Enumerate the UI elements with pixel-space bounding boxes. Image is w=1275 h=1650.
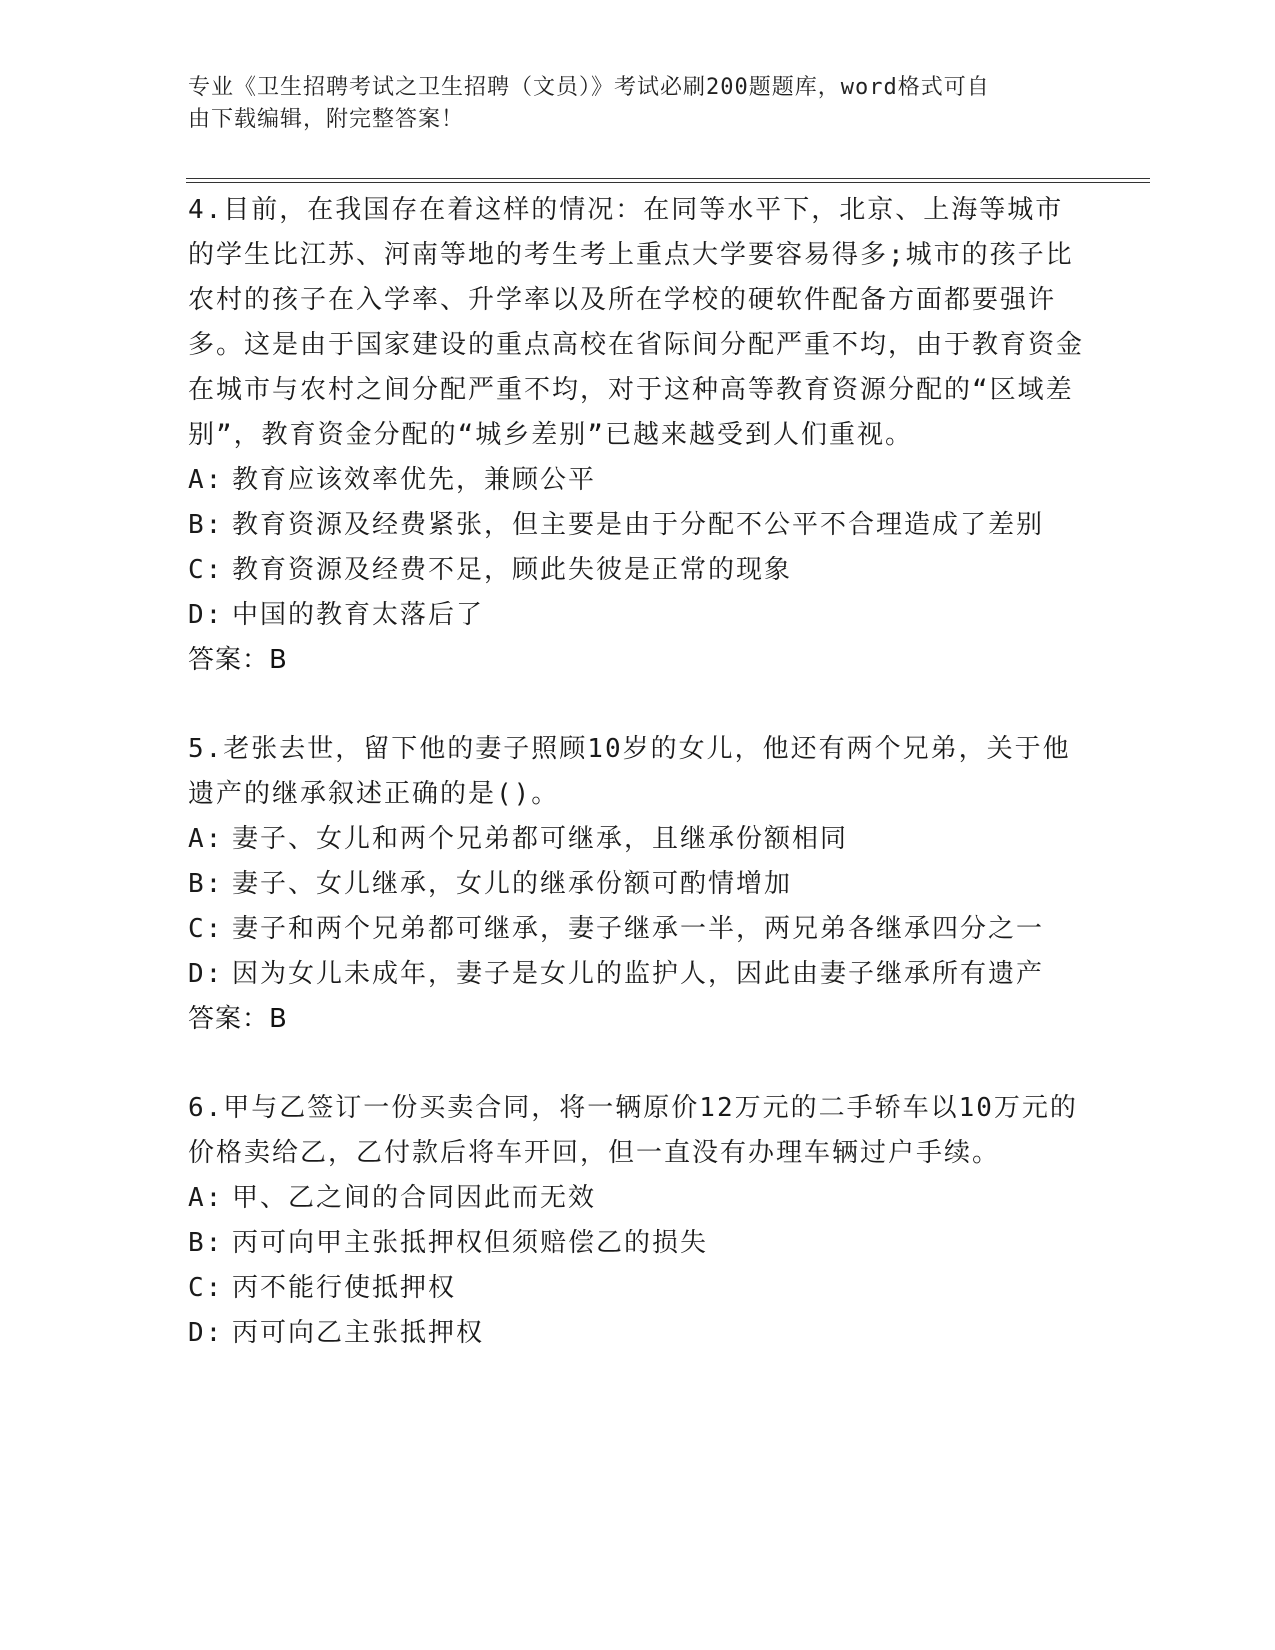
option-letter: A: [188,824,224,854]
answer-label: 答案：B [188,1004,288,1034]
question-spacer [188,683,1088,727]
option-letter: B: [188,869,224,899]
question-5 [188,727,1088,1042]
option-text: 妻子、女儿和两个兄弟都可继承，且继承份额相同 [232,824,849,854]
document-header [188,72,1068,136]
question-list [188,188,1088,1356]
question-stem: 5.老张去世，留下他的妻子照顾10岁的女儿，他还有两个兄弟，关于他遗产的继承叙述正确的是()。 [188,734,1071,809]
option-c [188,548,1088,593]
option-text: 教育资源及经费紧张，但主要是由于分配不公平不合理造成了差别 [232,510,1045,540]
option-c [188,1266,1088,1311]
option-text: 因为女儿未成年，妻子是女儿的监护人，因此由妻子继承所有遗产 [232,959,1045,989]
option-b [188,862,1088,907]
header-line-1: 专业《卫生招聘考试之卫生招聘（文员）》考试必刷200题题库，word格式可自 [188,75,990,100]
option-a [188,458,1088,503]
option-letter: C: [188,914,224,944]
option-text: 教育应该效率优先，兼顾公平 [232,465,597,495]
option-a [188,1176,1088,1221]
option-b [188,1221,1088,1266]
option-letter: D: [188,959,224,989]
option-a [188,817,1088,862]
question-4 [188,188,1088,683]
option-text: 中国的教育太落后了 [232,600,485,630]
option-text: 甲、乙之间的合同因此而无效 [232,1183,597,1213]
option-text: 丙可向甲主张抵押权但须赔偿乙的损失 [232,1228,709,1258]
option-text: 丙可向乙主张抵押权 [232,1318,485,1348]
answer-label: 答案：B [188,645,288,675]
question-stem: 4.目前，在我国存在着这样的情况：在同等水平下，北京、上海等城市的学生比江苏、河南等地的考生考上重点大学要容易得多;城市的孩子比农村的孩子在入学率、升学率以及所在学校的硬软件配备方面都要强许多。这是由于国家建设的重点高校在省际间分配严重不均，由于教育资金在城市与农村之间分配严重不均，对于这种高等教育资源分配的“区域差别”，教育资金分配的“城乡差别”已越来越受到人们重视。 [188,195,1085,450]
option-b [188,503,1088,548]
option-letter: C: [188,1273,224,1303]
option-d [188,952,1088,997]
option-letter: C: [188,555,224,585]
option-letter: D: [188,600,224,630]
header-divider [186,178,1150,183]
option-letter: B: [188,510,224,540]
option-text: 丙不能行使抵押权 [232,1273,457,1303]
option-d [188,1311,1088,1356]
question-spacer [188,1042,1088,1086]
header-line-2: 由下载编辑，附完整答案！ [188,107,465,132]
option-text: 教育资源及经费不足，顾此失彼是正常的现象 [232,555,793,585]
option-text: 妻子、女儿继承，女儿的继承份额可酌情增加 [232,869,793,899]
question-stem: 6.甲与乙签订一份买卖合同，将一辆原价12万元的二手轿车以10万元的价格卖给乙，乙付款后将车开回，但一直没有办理车辆过户手续。 [188,1093,1078,1168]
option-letter: D: [188,1318,224,1348]
option-letter: B: [188,1228,224,1258]
option-text: 妻子和两个兄弟都可继承，妻子继承一半，两兄弟各继承四分之一 [232,914,1045,944]
option-letter: A: [188,465,224,495]
question-6 [188,1086,1088,1356]
option-d [188,593,1088,638]
option-c [188,907,1088,952]
option-letter: A: [188,1183,224,1213]
